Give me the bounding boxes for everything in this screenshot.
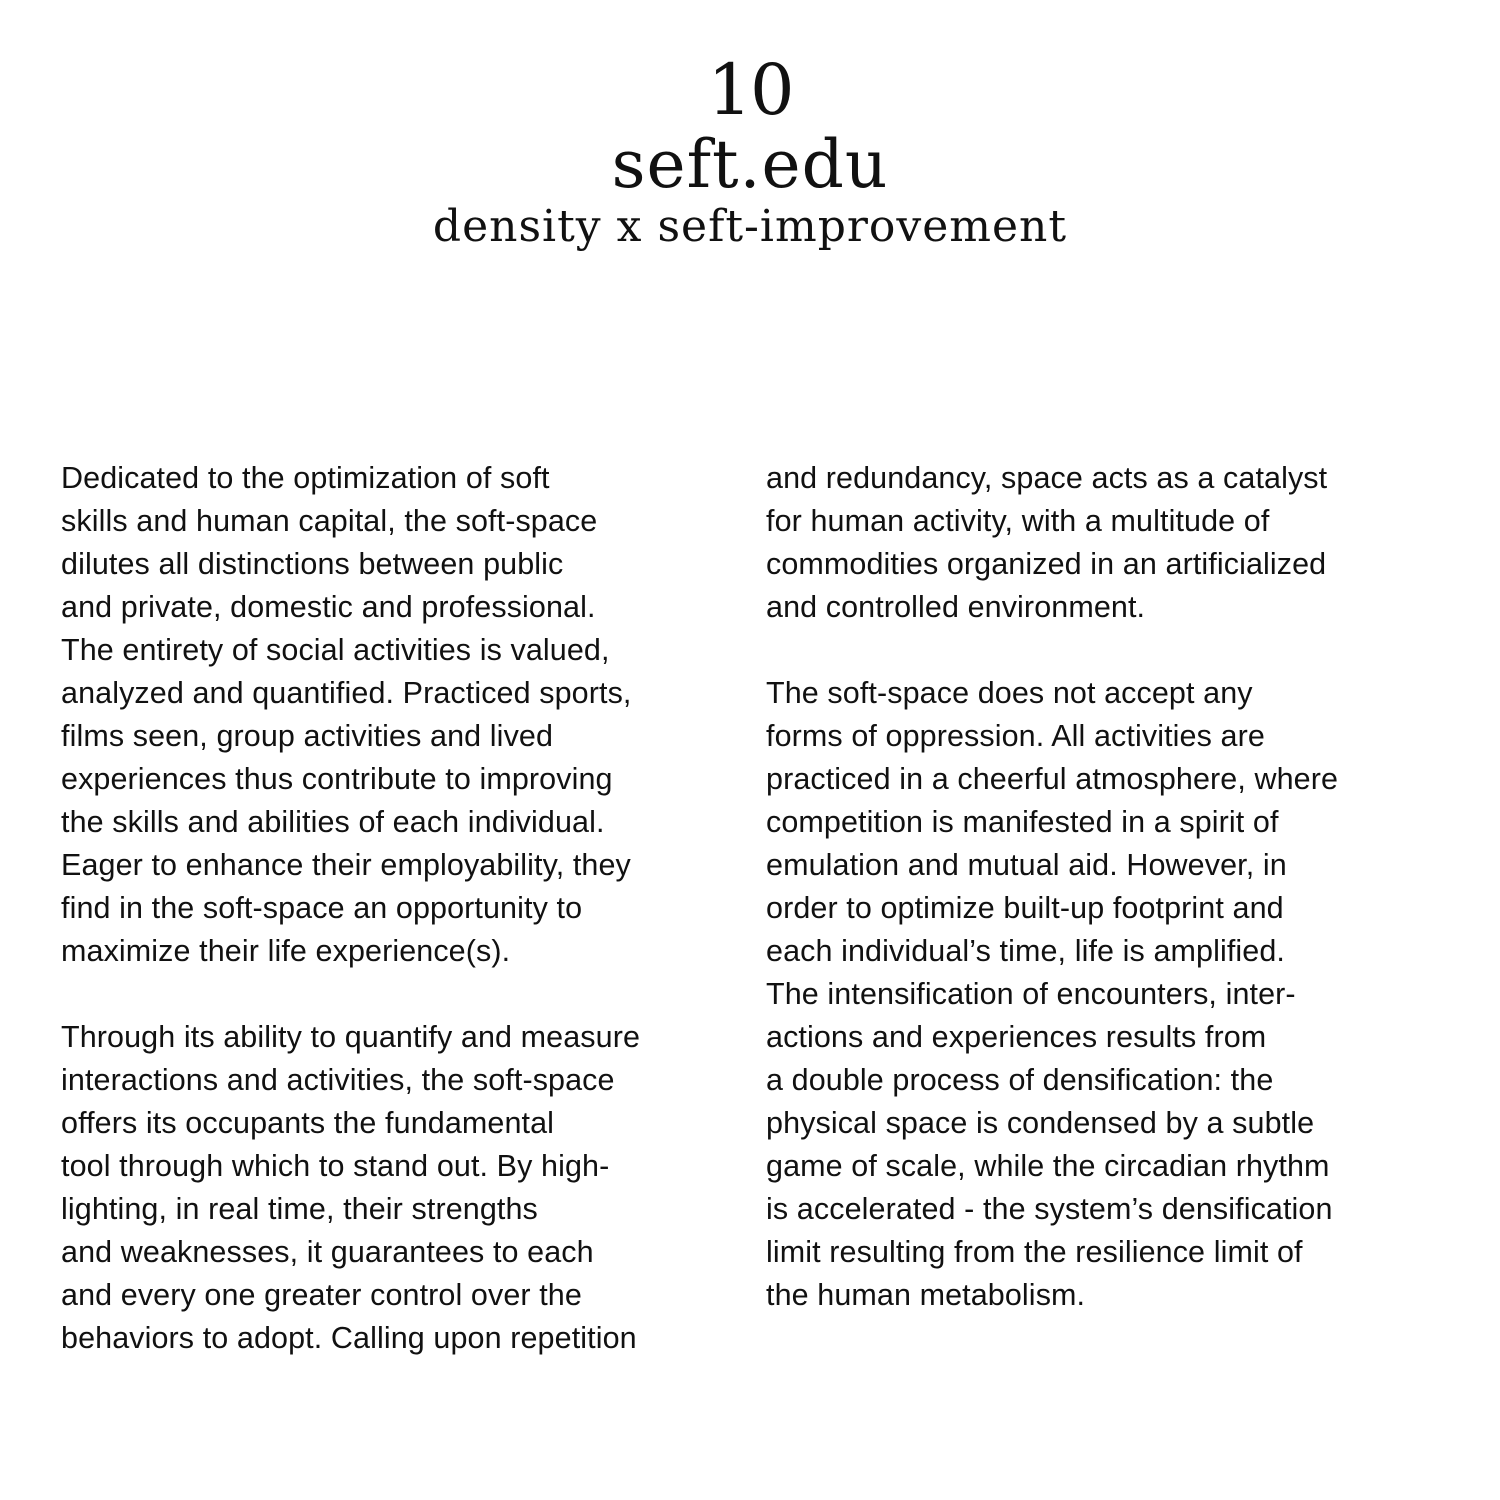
text-line: experiences thus contribute to improving: [61, 762, 613, 796]
text-line: films seen, group activities and lived: [61, 719, 554, 753]
chapter-subtitle: density x seft-improvement: [432, 201, 1068, 252]
text-line: The intensification of encounters, inter-: [766, 977, 1296, 1011]
text-line: practiced in a cheerful atmosphere, where: [766, 762, 1339, 796]
text-line: Eager to enhance their employability, they: [61, 848, 631, 882]
text-line: interactions and activities, the soft-space: [61, 1063, 615, 1097]
page-header: [0, 50, 1500, 254]
left-paragraph-2: [61, 1016, 751, 1360]
text-line: order to optimize built-up footprint and: [766, 891, 1284, 925]
text-line: and redundancy, space acts as a catalyst: [766, 461, 1328, 495]
text-line: limit resulting from the resilience limit of: [766, 1235, 1303, 1269]
text-line: actions and experiences results from: [766, 1020, 1267, 1054]
right-column: [766, 457, 1466, 1317]
text-line: for human activity, with a multitude of: [766, 504, 1270, 538]
text-line: offers its occupants the fundamental: [61, 1106, 555, 1140]
text-line: the human metabolism.: [766, 1278, 1086, 1312]
text-line: The soft-space does not accept any: [766, 676, 1253, 710]
text-line: skills and human capital, the soft-space: [61, 504, 598, 538]
left-column: [61, 457, 751, 1360]
text-line: maximize their life experience(s).: [61, 934, 511, 968]
text-line: lighting, in real time, their strengths: [61, 1192, 538, 1226]
text-line: find in the soft-space an opportunity to: [61, 891, 583, 925]
chapter-title: seft.edu: [611, 126, 889, 203]
text-line: and every one greater control over the: [61, 1278, 582, 1312]
text-line: is accelerated - the system’s densification: [766, 1192, 1333, 1226]
text-line: and private, domestic and professional.: [61, 590, 596, 624]
text-line: tool through which to stand out. By high-: [61, 1149, 610, 1183]
text-line: emulation and mutual aid. However, in: [766, 848, 1287, 882]
text-line: Dedicated to the optimization of soft: [61, 461, 550, 495]
text-line: competition is manifested in a spirit of: [766, 805, 1279, 839]
text-line: The entirety of social activities is valued,: [61, 633, 610, 667]
chapter-number: 10: [707, 49, 793, 131]
text-line: each individual’s time, life is amplified.: [766, 934, 1285, 968]
text-line: dilutes all distinctions between public: [61, 547, 564, 581]
text-line: analyzed and quantified. Practiced sports,: [61, 676, 632, 710]
right-paragraph-1: [766, 457, 1466, 629]
text-line: physical space is condensed by a subtle: [766, 1106, 1315, 1140]
text-line: and controlled environment.: [766, 590, 1146, 624]
paragraph-gap: [766, 629, 1466, 672]
left-paragraph-1: [61, 457, 751, 973]
text-line: Through its ability to quantify and measure: [61, 1020, 641, 1054]
text-line: and weaknesses, it guarantees to each: [61, 1235, 594, 1269]
text-line: game of scale, while the circadian rhythm: [766, 1149, 1330, 1183]
text-line: behaviors to adopt. Calling upon repetition: [61, 1321, 637, 1355]
paragraph-gap: [61, 973, 751, 1016]
text-line: a double process of densification: the: [766, 1063, 1274, 1097]
text-line: commodities organized in an artificialized: [766, 547, 1327, 581]
text-line: forms of oppression. All activities are: [766, 719, 1265, 753]
text-line: the skills and abilities of each individual.: [61, 805, 605, 839]
right-paragraph-2: [766, 672, 1466, 1317]
